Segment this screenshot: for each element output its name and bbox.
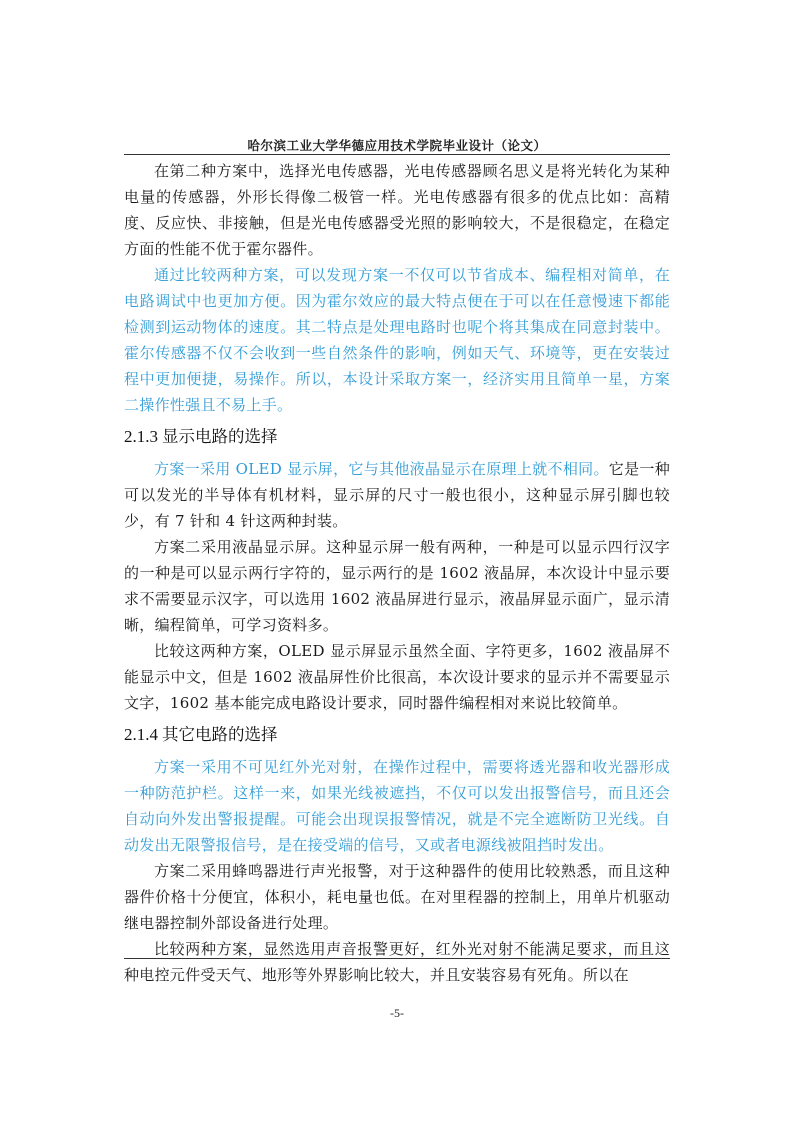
paragraph-comparison-sensors: 通过比较两种方案，可以发现方案一不仅可以节省成本、编程相对简单，在电路调试中也更加方便。因为霍尔效应的最大特点便在于可以在任意慢速下都能检测到运动物体的速度。其二特点是处理电路时也呢个将其集成在同意封装中。霍尔传感器不仅不会收到一些自然条件的影响，例如天气、环境等，更在安装过程中更加便捷，易操作。所以，本设计采取方案一，经济实用且简单一星，方案二操作性强且不易上手。 [124,266,670,414]
paragraph-alarm-comparison: 比较两种方案，显然选用声音报警更好，红外光对射不能满足要求，而且这种电控元件受天气、地形等外界影响比较大，并且安装容易有死角。所以在 [124,940,670,984]
section-heading-2-1-3 [124,422,670,452]
paragraph-lcd-option: 方案二采用液晶显示屏。这种显示屏一般有两种，一种是可以显示四行汉字的一种是可以显示两行字符的，显示两行的是 1602 液晶屏，本次设计中显示要求不需要显示汉字，可以选用 1602 液晶屏进行显示，液晶屏显示面广，显示清晰，编程简单，可学习资料多。 [124,538,670,634]
section-title: 显示电路的选择 [162,427,278,446]
section-title: 其它电路的选择 [162,725,278,744]
section-number: 2.1.3 [124,427,158,446]
highlighted-text: 方案一采用 OLED 显示屏，它与其他液晶显示在原理上就不相同。 [154,460,609,478]
paragraph-text: 它是一种可以发光的半导体有机材料，显示屏的尺寸一般也很小，这种显示屏引脚也较少，有 7 针和 4 针这两种封装。 [124,460,671,530]
header-rule [124,154,670,155]
page-number: -5- [390,1006,404,1020]
paragraph-buzzer-option: 方案二采用蜂鸣器进行声光报警，对于这种器件的使用比较熟悉，而且这种器件价格十分便宜，体积小，耗电量也低。在对里程器的控制上，用单片机驱动继电器控制外部设备进行处理。 [124,862,670,932]
paragraph-oled-option [124,456,670,534]
page-content [124,158,670,988]
section-heading-2-1-4 [124,720,670,750]
paragraph-infrared-option: 方案一采用不可见红外光对射，在操作过程中，需要将透光器和收光器形成一种防范护栏。这样一来，如果光线被遮挡，不仅可以发出报警信号，而且还会自动向外发出警报提醒。可能会出现误报警情况，就是不完全遮断防卫光线。自动发出无限警报信号，是在接受端的信号，又或者电源线被阻挡时发出。 [124,758,670,854]
page-header: 哈尔滨工业大学华德应用技术学院毕业设计（论文） [247,138,547,153]
section-number: 2.1.4 [124,725,158,744]
paragraph-photoelectric-sensor: 在第二种方案中，选择光电传感器，光电传感器顾名思义是将光转化为某种电量的传感器，外形长得像二极管一样。光电传感器有很多的优点比如：高精度、反应快、非接触，但是光电传感器受光照的影响较大，不是很稳定，在稳定方面的性能不优于霍尔器件。 [124,162,670,258]
footer-rule [124,958,670,959]
paragraph-display-comparison: 比较这两种方案，OLED 显示屏显示虽然全面、字符更多，1602 液晶屏不能显示中文，但是 1602 液晶屏性价比很高，本次设计要求的显示并不需要显示文字，1602 基本能完成电路设计要求，同时器件编程相对来说比较简单。 [124,642,670,712]
